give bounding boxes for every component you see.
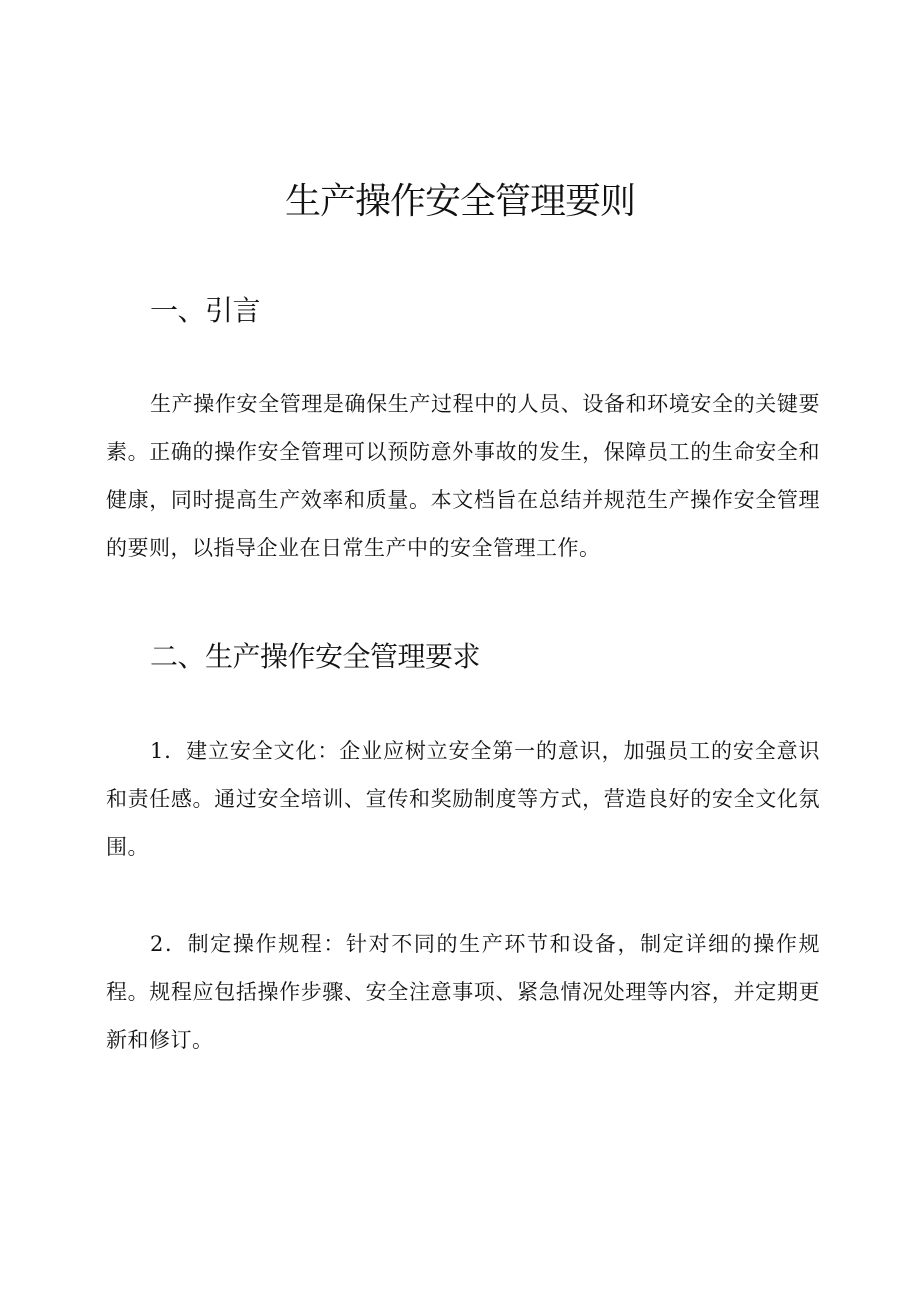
- section-heading-introduction: 一、引言: [150, 294, 261, 327]
- section-heading-requirements: 二、生产操作安全管理要求: [150, 640, 481, 673]
- introduction-paragraph: 生产操作安全管理是确保生产过程中的人员、设备和环境安全的关键要素。正确的操作安全管理可以预防意外事故的发生，保障员工的生命安全和健康，同时提高生产效率和质量。本文档旨在总结并规范生产操作安全管理的要则，以指导企业在日常生产中的安全管理工作。: [106, 392, 820, 560]
- requirement-item-operating-procedures: 2．制定操作规程：针对不同的生产环节和设备，制定详细的操作规程。规程应包括操作步骤、安全注意事项、紧急情况处理等内容，并定期更新和修订。: [106, 932, 820, 1052]
- requirement-item-safety-culture: 1．建立安全文化：企业应树立安全第一的意识，加强员工的安全意识和责任感。通过安全培训、宣传和奖励制度等方式，营造良好的安全文化氛围。: [106, 739, 820, 859]
- document-title: 生产操作安全管理要则: [284, 181, 635, 222]
